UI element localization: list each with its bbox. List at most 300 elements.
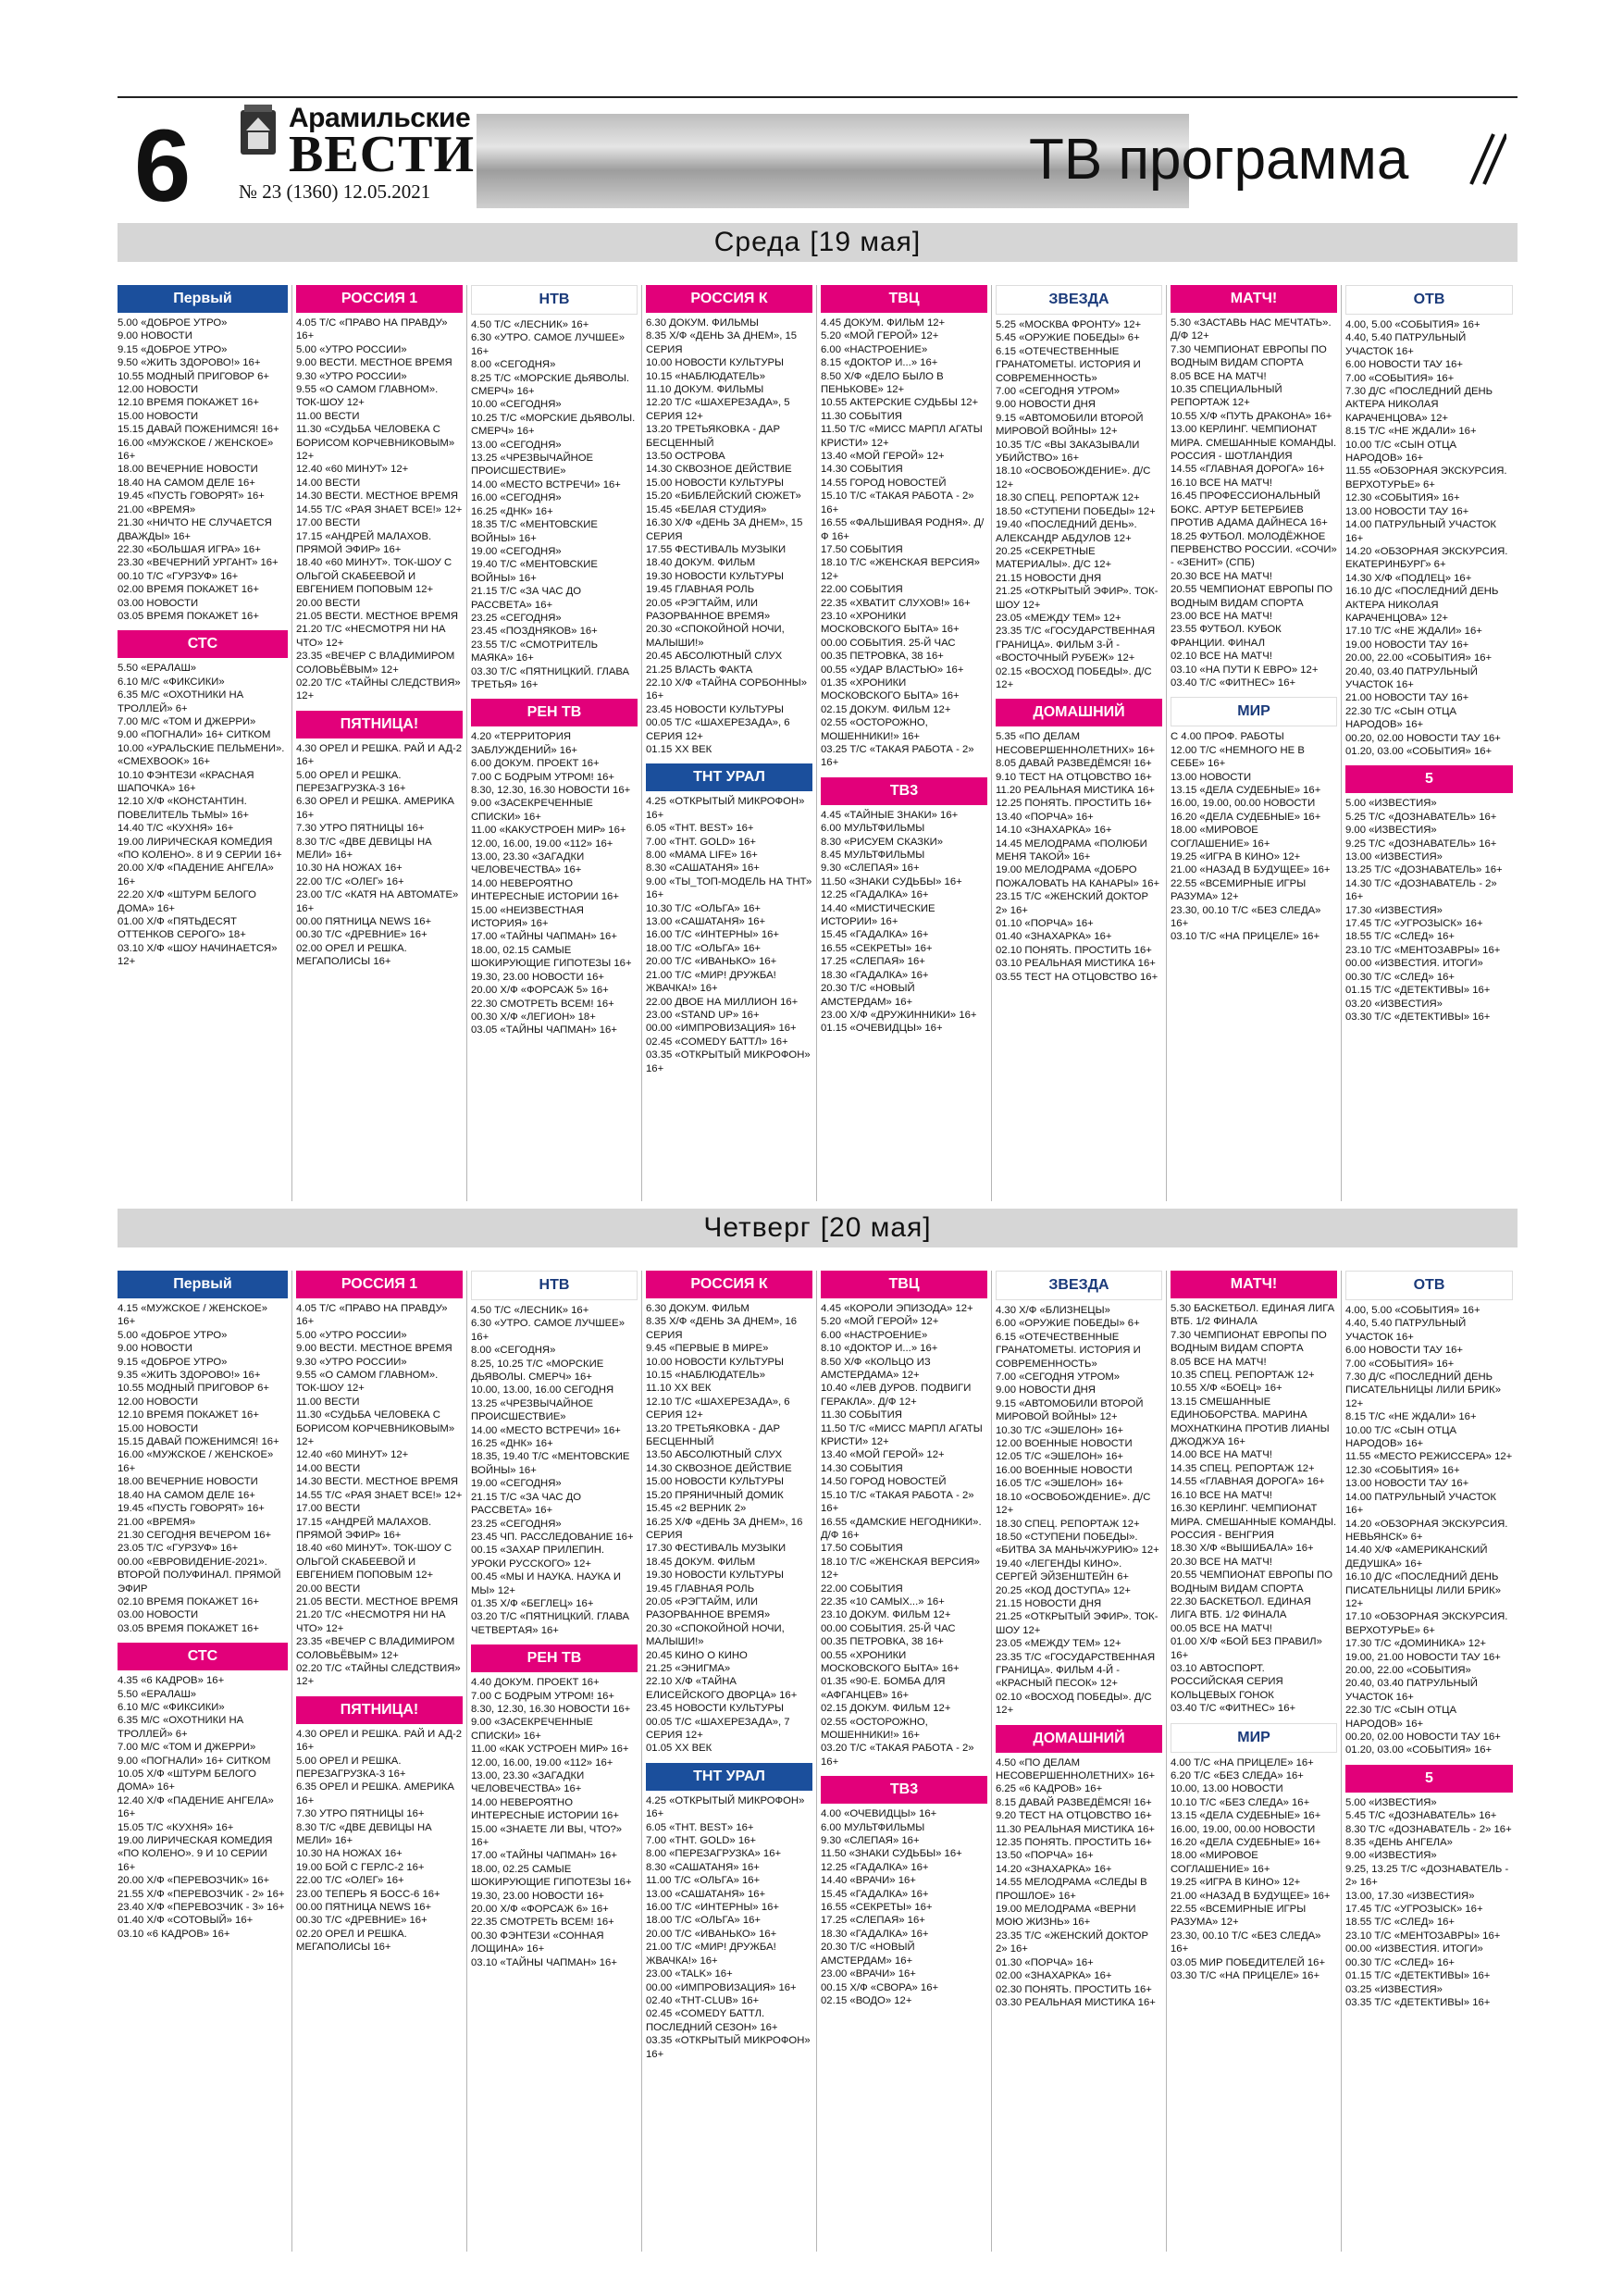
program-item: 19.30, 23.00 НОВОСТИ 16+ xyxy=(471,971,604,983)
program-list xyxy=(996,730,1162,984)
channel-logo: РОССИЯ 1 xyxy=(296,285,463,313)
program-item: 9.30 «УТРО РОССИИ» xyxy=(296,370,407,382)
program-item: 11.30 «СУДЬБА ЧЕЛОВЕКА С БОРИСОМ КОРЧЕВНИКОВЫМ» 12+ xyxy=(296,1409,455,1448)
program-item: 6.30 «УТРО. САМОЕ ЛУЧШЕЕ» 16+ xyxy=(471,1318,625,1343)
program-list xyxy=(471,1304,638,1637)
program-item: 02.20 ОРЕЛ И РЕШКА. МЕГАПОЛИСЫ 16+ xyxy=(296,1928,407,1954)
program-item: 4.40 ДОКУМ. ПРОЕКТ 16+ xyxy=(471,1677,600,1689)
program-item: 10.00, 13.00, 16.00 СЕГОДНЯ xyxy=(471,1384,614,1396)
channel-logo: РОССИЯ К xyxy=(646,1271,812,1298)
program-item: 16.00 ВОЕННЫЕ НОВОСТИ xyxy=(996,1464,1133,1476)
program-item: 16.25 «ДНК» 16+ xyxy=(471,505,553,517)
program-item: 21.05 ВЕСТИ. МЕСТНОЕ ВРЕМЯ xyxy=(296,1595,458,1607)
program-item: 4.35 «6 КАДРОВ» 16+ xyxy=(118,1675,225,1687)
program-item: 12.20 Т/С «ШАХЕРЕЗАДА», 5 СЕРИЯ 12+ xyxy=(646,397,790,422)
program-item: 8.00 «СЕГОДНЯ» xyxy=(471,359,556,371)
program-item: 4.30 Х/Ф «БЛИЗНЕЦЫ» xyxy=(996,1305,1110,1316)
program-item: 7.30 ЧЕМПИОНАТ ЕВРОПЫ ПО ВОДНЫМ ВИДАМ СПОРТА xyxy=(1171,343,1327,369)
program-item: 17.30 «ИЗВЕСТИЯ» xyxy=(1345,904,1443,916)
program-item: 14.55 МЕЛОДРАМА «СЛЕДЫ В ПРОШЛОЕ» 16+ xyxy=(996,1877,1147,1902)
program-item: 19.00 НОВОСТИ ТАУ 16+ xyxy=(1345,639,1469,651)
program-item: 7.00 «СОБЫТИЯ» 16+ xyxy=(1345,372,1455,384)
program-item: 02.40 «ТНТ-CLUB» 16+ xyxy=(646,1994,760,2006)
program-item: 00.45 «МЫ И НАУКА. НАУКА И МЫ» 12+ xyxy=(471,1571,622,1596)
program-item: 23.30, 00.10 Т/С «БЕЗ СЛЕДА» 16+ xyxy=(1171,904,1321,930)
channel-logo: СТС xyxy=(118,630,288,658)
program-item: 02.00 «ЗНАХАРКА» 16+ xyxy=(996,1970,1112,1982)
program-item: 8.35 «ДЕНЬ АНГЕЛА» xyxy=(1345,1837,1453,1849)
program-item: 8.00 «МАМА LIFE» 16+ xyxy=(646,850,758,862)
program-item: 19.45 ГЛАВНАЯ РОЛЬ xyxy=(646,584,755,596)
program-item: 14.00 НЕВЕРОЯТНО ИНТЕРЕСНЫЕ ИСТОРИИ 16+ xyxy=(471,1796,619,1822)
program-item: 14.00 ПАТРУЛЬНЫЙ УЧАСТОК 16+ xyxy=(1345,1491,1496,1517)
program-item: 8.50 Х/Ф «ДЕЛО БЫЛО В ПЕНЬКОВЕ» 12+ xyxy=(821,370,944,396)
program-item: 9.00 «ЗАСЕКРЕЧЕННЫЕ СПИСКИ» 16+ xyxy=(471,1717,593,1742)
program-item: 03.05 ВРЕМЯ ПОКАЖЕТ 16+ xyxy=(118,610,259,622)
program-item: 14.30 ВЕСТИ. МЕСТНОЕ ВРЕМЯ xyxy=(296,1476,458,1488)
program-item: 8.30 «САШАТАНЯ» 16+ xyxy=(646,1861,760,1873)
program-item: 4.00 «ОЧЕВИДЦЫ» 16+ xyxy=(821,1808,937,1820)
program-item: 16.00 Т/С «ИНТЕРНЫ» 16+ xyxy=(646,929,780,941)
channel-logo: МИР xyxy=(1171,697,1337,726)
program-item: 14.40 «ВРАЧИ» 16+ xyxy=(821,1875,916,1887)
program-item: 10.55 АКТЕРСКИЕ СУДЬБЫ 12+ xyxy=(821,397,979,409)
program-item: 18.25 ФУТБОЛ. МОЛОДЁЖНОЕ ПЕРВЕНСТВО РОССИИ. «СОЧИ» - «ЗЕНИТ» (СПБ) xyxy=(1171,530,1337,569)
program-item: 17.30 Т/С «ДОМИНИКА» 12+ xyxy=(1345,1638,1486,1650)
day-header xyxy=(118,1209,1518,1247)
program-item: 10.10 Т/С «БЕЗ СЛЕДА» 16+ xyxy=(1171,1796,1310,1808)
program-item: 15.00 НОВОСТИ xyxy=(118,410,199,422)
program-item: 13.40 «МОЙ ГЕРОЙ» 12+ xyxy=(821,1449,945,1461)
program-list xyxy=(471,730,638,1036)
program-item: 10.00 НОВОСТИ КУЛЬТУРЫ xyxy=(646,357,785,369)
program-item: 12.10 ВРЕМЯ ПОКАЖЕТ 16+ xyxy=(118,1409,259,1421)
program-item: 23.35 Т/С «ГОСУДАРСТВЕННАЯ ГРАНИЦА». ФИЛЬМ 4-Й - «КРАСНЫЙ ПЕСОК» 12+ xyxy=(996,1651,1156,1690)
program-item: 15.00 НОВОСТИ xyxy=(118,1422,199,1434)
program-item: 10.00, 13.00 НОВОСТИ xyxy=(1171,1783,1283,1795)
program-item: 11.00 ВЕСТИ xyxy=(296,410,360,422)
channel-logo: РЕН ТВ xyxy=(471,1644,638,1672)
program-item: 02.20 Т/С «ТАЙНЫ СЛЕДСТВИЯ» 12+ xyxy=(296,1662,461,1688)
channel-column xyxy=(817,285,992,1201)
channel-logo: ТВЦ xyxy=(821,285,987,313)
program-item: 5.50 «ЕРАЛАШ» xyxy=(118,1688,197,1700)
program-item: 23.10 «ХРОНИКИ МОСКОВСКОГО БЫТА» 16+ xyxy=(821,610,960,636)
program-item: 10.05 Х/Ф «ШТУРМ БЕЛОГО ДОМА» 16+ xyxy=(118,1769,256,1793)
program-item: 6.00 МУЛЬТФИЛЬМЫ xyxy=(821,1821,925,1833)
program-item: 4.50 «ПО ДЕЛАМ НЕСОВЕРШЕННОЛЕТНИХ» 16+ xyxy=(996,1756,1156,1781)
channel-logo: СТС xyxy=(118,1643,288,1670)
program-item: 23.45 НОВОСТИ КУЛЬТУРЫ xyxy=(646,703,785,715)
program-item: 03.25 Т/С «ТАКАЯ РАБОТА - 2» 16+ xyxy=(821,744,974,769)
program-item: 8.00 «СЕГОДНЯ» xyxy=(471,1345,556,1357)
program-item: 01.00 Х/Ф «ПЯТЬДЕСЯТ ОТТЕНКОВ СЕРОГО» 18+ xyxy=(118,916,246,941)
program-item: 14.20 «ОБЗОРНАЯ ЭКСКУРСИЯ. ЕКАТЕРИНБУРГ» 6+ xyxy=(1345,545,1508,571)
program-item: 17.50 СОБЫТИЯ xyxy=(821,543,903,555)
program-item: 19.00 ЛИРИЧЕСКАЯ КОМЕДИЯ «ПО КОЛЕНО». 9 И 10 СЕРИИ 16+ xyxy=(118,1835,273,1873)
program-item: 22.30 СМОТРЕТЬ ВСЕМ! 16+ xyxy=(471,998,614,1010)
program-item: 10.55 Х/Ф «ПУТЬ ДРАКОНА» 16+ xyxy=(1171,410,1332,422)
program-item: 00.05 ВСЕ НА МАТЧ! xyxy=(1171,1622,1272,1634)
program-item: 4.20 «ТЕРРИТОРИЯ ЗАБЛУЖДЕНИЙ» 16+ xyxy=(471,731,577,756)
program-item: 00.35 ПЕТРОВКА, 38 16+ xyxy=(821,1636,944,1648)
program-item: 20.30 «СПОКОЙНОЙ НОЧИ, МАЛЫШИ!» xyxy=(646,1622,785,1648)
program-item: 4.30 ОРЕЛ И РЕШКА. РАЙ И АД-2 16+ xyxy=(296,742,463,768)
program-item: 19.30 НОВОСТИ КУЛЬТУРЫ xyxy=(646,570,785,582)
program-item: 01.40 «ЗНАХАРКА» 16+ xyxy=(996,931,1112,943)
program-item: 6.35 М/С «ОХОТНИКИ НА ТРОЛЛЕЙ» 6+ xyxy=(118,1715,244,1740)
program-item: 16.05 Т/С «ЭШЕЛОН» 16+ xyxy=(996,1478,1123,1490)
program-item: 8.30 Т/С «ДВЕ ДЕВИЦЫ НА МЕЛИ» 16+ xyxy=(296,836,432,862)
program-item: 21.00 НОВОСТИ ТАУ 16+ xyxy=(1345,692,1469,704)
channel-logo: ОТВ xyxy=(1345,285,1513,315)
program-item: 01.00 Х/Ф «БОЙ БЕЗ ПРАВИЛ» 16+ xyxy=(1171,1636,1322,1661)
program-item: 18.40 НА САМОМ ДЕЛЕ 16+ xyxy=(118,1489,255,1501)
day-name: Четверг xyxy=(703,1212,812,1243)
program-item: 16.00, 19.00, 00.00 НОВОСТИ xyxy=(1171,798,1316,810)
program-item: 10.15 «НАБЛЮДАТЕЛЬ» xyxy=(646,370,765,382)
program-item: 16.55 «ФАЛЬШИВАЯ РОДНЯ». Д/Ф 16+ xyxy=(821,517,985,542)
program-item: 16.55 «ДАМСКИЕ НЕГОДНИКИ». Д/Ф 16+ xyxy=(821,1516,982,1541)
program-item: 21.05 ВЕСТИ. МЕСТНОЕ ВРЕМЯ xyxy=(296,610,458,622)
program-item: 14.00 ВСЕ НА МАТЧ! xyxy=(1171,1449,1272,1461)
program-item: 8.25, 10.25 Т/С «МОРСКИЕ ДЬЯВОЛЫ. СМЕРЧ» 16+ xyxy=(471,1358,604,1384)
program-item: 22.30 БАСКЕТБОЛ. ЕДИНАЯ ЛИГА ВТБ. 1/2 ФИНАЛА xyxy=(1171,1595,1311,1621)
program-item: 19.00 ЛИРИЧЕСКАЯ КОМЕДИЯ «ПО КОЛЕНО». 8 И 9 СЕРИИ 16+ xyxy=(118,836,282,862)
program-item: 23.45 ЧП. РАССЛЕДОВАНИЕ 16+ xyxy=(471,1531,634,1543)
program-item: 18.10 Т/С «ЖЕНСКАЯ ВЕРСИЯ» 12+ xyxy=(821,557,980,582)
program-item: 13.25 «ЧРЕЗВЫЧАЙНОЕ ПРОИСШЕСТВИЕ» xyxy=(471,1397,594,1423)
program-item: 01.05 XX ВЕК xyxy=(646,1743,712,1755)
program-item: 12.25 ПОНЯТЬ. ПРОСТИТЬ 16+ xyxy=(996,798,1152,810)
program-item: 23.35 Т/С «ЖЕНСКИЙ ДОКТОР 2» 16+ xyxy=(996,1930,1149,1955)
program-item: 6.00 «НАСТРОЕНИЕ» xyxy=(821,343,928,355)
program-item: 20.45 КИНО О КИНО xyxy=(646,1649,748,1661)
program-item: 02.00 ОРЕЛ И РЕШКА. МЕГАПОЛИСЫ 16+ xyxy=(296,942,407,968)
channel-logo: МИР xyxy=(1171,1723,1337,1753)
channel-logo: ТВ3 xyxy=(821,1776,987,1804)
program-item: 10.00 Т/С «СЫН ОТЦА НАРОДОВ» 16+ xyxy=(1345,1424,1457,1450)
program-item: 6.20 Т/С «БЕЗ СЛЕДА» 16+ xyxy=(1171,1770,1304,1781)
program-item: 03.00 НОВОСТИ xyxy=(118,1609,199,1621)
program-item: 8.15 Т/С «НЕ ЖДАЛИ» 16+ xyxy=(1345,1411,1477,1423)
program-item: 6.30 ДОКУМ. ФИЛЬМЫ xyxy=(646,317,759,329)
program-item: 9.20 ТЕСТ НА ОТЦОВСТВО 16+ xyxy=(996,1810,1152,1822)
program-item: 7.00 М/С «ТОМ И ДЖЕРРИ» xyxy=(118,715,256,727)
program-item: 9.00 «ТЫ_ТОП-МОДЕЛЬ НА ТНТ» 16+ xyxy=(646,875,812,901)
channel-column xyxy=(292,285,467,1201)
program-item: 16.10 Д/С «ПОСЛЕДНИЙ ДЕНЬ АКТЕРА НИКОЛАЯ КАРАЧЕНЦОВА» 12+ xyxy=(1345,586,1499,624)
program-item: 21.00 «ВРЕМЯ» xyxy=(118,503,196,515)
program-item: 14.55 Т/С «РАЯ ЗНАЕТ ВСЕ!» 12+ xyxy=(296,1489,463,1501)
program-item: 15.45 «БЕЛАЯ СТУДИЯ» xyxy=(646,503,767,515)
channel-column xyxy=(992,1271,1167,2252)
program-item: 03.10 «6 КАДРОВ» 16+ xyxy=(118,1928,230,1940)
program-item: 01.10 «ПОРЧА» 16+ xyxy=(996,918,1094,930)
program-item: 00.00 «ИМПРОВИЗАЦИЯ» 16+ xyxy=(646,1981,797,1993)
program-item: 23.35 «ВЕЧЕР С ВЛАДИМИРОМ СОЛОВЬЁВЫМ» 12+ xyxy=(296,1636,455,1661)
program-item: 9.00 НОВОСТИ ДНЯ xyxy=(996,1384,1096,1396)
program-item: 22.00 Т/С «ОЛЕГ» 16+ xyxy=(296,1875,404,1887)
program-item: 8.15 ДАВАЙ РАЗВЕДЁМСЯ! 16+ xyxy=(996,1796,1152,1808)
program-item: 17.00 ВЕСТИ xyxy=(296,517,361,529)
program-item: 11.50 «ЗНАКИ СУДЬБЫ» 16+ xyxy=(821,875,962,887)
program-list xyxy=(1171,1756,1337,1983)
program-item: 7.00 «СОБЫТИЯ» 16+ xyxy=(1345,1358,1455,1370)
channel-logo: НТВ xyxy=(471,285,638,315)
program-item: 5.00 «УТРО РОССИИ» xyxy=(296,1329,407,1341)
program-item: 01.35 «90-Е. БОМБА ДЛЯ «АФГАНЦЕВ» 16+ xyxy=(821,1676,946,1701)
program-item: 19.45 ГЛАВНАЯ РОЛЬ xyxy=(646,1582,755,1595)
program-item: 18.30 СПЕЦ. РЕПОРТАЖ 12+ xyxy=(996,492,1140,504)
masthead xyxy=(0,97,1623,223)
program-item: 02.10 ВРЕМЯ ПОКАЖЕТ 16+ xyxy=(118,1595,259,1607)
program-item: 22.35 «10 САМЫХ...» 16+ xyxy=(821,1595,945,1607)
program-item: 4.25 «ОТКРЫТЫЙ МИКРОФОН» 16+ xyxy=(646,796,805,821)
channel-logo: ПЯТНИЦА! xyxy=(296,1696,463,1724)
program-item: 14.30 СОБЫТИЯ xyxy=(821,1462,903,1474)
program-item: 03.25 «ИЗВЕСТИЯ» xyxy=(1345,1983,1443,1995)
program-item: 9.30 «УТРО РОССИИ» xyxy=(296,1356,407,1368)
program-item: 8.25 Т/С «МОРСКИЕ ДЬЯВОЛЫ. СМЕРЧ» 16+ xyxy=(471,372,629,398)
program-item: 00.55 «ХРОНИКИ МОСКОВСКОГО БЫТА» 16+ xyxy=(821,1649,960,1674)
program-item: 19.00 МЕЛОДРАМА «ДОБРО ПОЖАЛОВАТЬ НА КАНАРЫ» 16+ xyxy=(996,864,1160,889)
program-item: 7.00 С БОДРЫМ УТРОМ! 16+ xyxy=(471,771,614,783)
city-emblem-icon xyxy=(239,103,278,164)
program-item: 18.35, 19.40 Т/С «МЕНТОВСКИЕ ВОЙНЫ» 16+ xyxy=(471,1451,630,1476)
program-item: 5.00 «ИЗВЕСТИЯ» xyxy=(1345,798,1437,810)
program-item: 11.30 РЕАЛЬНАЯ МИСТИКА 16+ xyxy=(996,1823,1155,1835)
channel-logo: ДОМАШНИЙ xyxy=(996,1725,1162,1753)
program-item: 03.00 НОВОСТИ xyxy=(118,597,199,609)
program-item: 16.10 Д/С «ПОСЛЕДНИЙ ДЕНЬ ПИСАТЕЛЬНИЦЫ ЛИЛИ БРИК» 12+ xyxy=(1345,1571,1501,1609)
program-item: 7.30 ЧЕМПИОНАТ ЕВРОПЫ ПО ВОДНЫМ ВИДАМ СПОРТА xyxy=(1171,1329,1327,1355)
program-item: 12.00 НОВОСТИ xyxy=(118,1396,199,1408)
program-item: 4.45 «ТАЙНЫЕ ЗНАКИ» 16+ xyxy=(821,809,959,821)
program-item: 17.00 «ТАЙНЫ ЧАПМАН» 16+ xyxy=(471,1850,617,1862)
program-item: 18.10 «ОСВОБОЖДЕНИЕ». Д/С 12+ xyxy=(996,465,1151,490)
program-item: С 4.00 ПРОФ. РАБОТЫ xyxy=(1171,731,1284,743)
program-item: 03.35 «ОТКРЫТЫЙ МИКРОФОН» 16+ xyxy=(646,2035,811,2060)
program-item: 4.40, 5.40 ПАТРУЛЬНЫЙ УЧАСТОК 16+ xyxy=(1345,1318,1467,1343)
program-item: 4.05 Т/С «ПРАВО НА ПРАВДУ» 16+ xyxy=(296,1303,448,1328)
program-item: 22.10 Х/Ф «ТАЙНА СОРБОННЫ» 16+ xyxy=(646,676,808,702)
program-list xyxy=(821,809,987,1036)
program-item: 00.30 Х/Ф «ЛЕГИОН» 18+ xyxy=(471,1011,596,1023)
program-item: 13.00, 23.30 «ЗАГАДКИ ЧЕЛОВЕЧЕСТВА» 16+ xyxy=(471,1770,585,1795)
program-item: 6.25 «6 КАДРОВ» 16+ xyxy=(996,1783,1103,1795)
channel-logo: Первый xyxy=(118,285,288,313)
program-item: 21.00 «ВРЕМЯ» xyxy=(118,1516,196,1528)
program-item: 00.00 «ИЗВЕСТИЯ. ИТОГИ» xyxy=(1345,958,1483,970)
program-item: 5.45 Т/С «ДОЗНАВАТЕЛЬ» 16+ xyxy=(1345,1810,1497,1822)
program-item: 12.00 Т/С «НЕМНОГО НЕ В СЕБЕ» 16+ xyxy=(1171,744,1305,770)
program-item: 03.55 ТЕСТ НА ОТЦОВСТВО 16+ xyxy=(996,971,1158,983)
program-item: 02.15 «ВОДО» 12+ xyxy=(821,1994,912,2006)
program-item: 7.30 УТРО ПЯТНИЦЫ 16+ xyxy=(296,823,425,835)
program-item: 03.30 РЕАЛЬНАЯ МИСТИКА 16+ xyxy=(996,1996,1156,2008)
program-item: 19.40 «ПОСЛЕДНИЙ ДЕНЬ». АЛЕКСАНДР АБДУЛОВ 12+ xyxy=(996,519,1137,544)
program-item: 7.00 «ТНТ. GOLD» 16+ xyxy=(646,1835,756,1847)
program-item: 13.00 «САШАТАНЯ» 16+ xyxy=(646,1888,766,1900)
program-item: 10.55 МОДНЫЙ ПРИГОВОР 6+ xyxy=(118,370,269,382)
program-item: 16.30 КЕРЛИНГ. ЧЕМПИОНАТ МИРА. СМЕШАННЫЕ КОМАНДЫ. РОССИЯ - ВЕНГРИЯ xyxy=(1171,1503,1337,1541)
program-item: 01.15 XX ВЕК xyxy=(646,744,712,755)
program-item: 8.30 «САШАТАНЯ» 16+ xyxy=(646,863,760,875)
program-item: 15.00 НОВОСТИ КУЛЬТУРЫ xyxy=(646,477,785,489)
program-item: 01.35 «ХРОНИКИ МОСКОВСКОГО БЫТА» 16+ xyxy=(821,676,960,702)
program-item: 5.20 «МОЙ ГЕРОЙ» 12+ xyxy=(821,1316,939,1328)
program-item: 21.30 СЕГОДНЯ ВЕЧЕРОМ 16+ xyxy=(118,1529,272,1541)
program-item: 18.00 «МИРОВОЕ СОГЛАШЕНИЕ» 16+ xyxy=(1171,825,1270,850)
channel-logo: ПЯТНИЦА! xyxy=(296,711,463,738)
program-item: 02.10 ВСЕ НА МАТЧ! xyxy=(1171,651,1272,663)
program-item: 19.30, 23.00 НОВОСТИ 16+ xyxy=(471,1890,604,1902)
program-item: 14.10 «ЗНАХАРКА» 16+ xyxy=(996,825,1112,837)
program-item: 13.50 ОСТРОВА xyxy=(646,451,725,463)
program-item: 03.05 ВРЕМЯ ПОКАЖЕТ 16+ xyxy=(118,1622,259,1634)
channel-logo: ЗВЕЗДА xyxy=(996,285,1162,315)
program-item: 4.00 Т/С «НА ПРИЦЕЛЕ» 16+ xyxy=(1171,1756,1314,1769)
program-item: 13.20 ТРЕТЬЯКОВКА - ДАР БЕСЦЕННЫЙ xyxy=(646,424,780,449)
program-item: 11.50 Т/С «МИСС МАРПЛ АГАТЫ КРИСТИ» 12+ xyxy=(821,1422,983,1448)
program-item: 22.30 «БОЛЬШАЯ ИГРА» 16+ xyxy=(118,543,261,555)
program-item: 21.20 Т/С «НЕСМОТРЯ НИ НА ЧТО» 12+ xyxy=(296,1609,446,1634)
program-item: 12.40 «60 МИНУТ» 12+ xyxy=(296,464,409,476)
program-item: 00.05 Т/С «ШАХЕРЕЗАДА», 7 СЕРИЯ 12+ xyxy=(646,1716,790,1741)
program-item: 16.00 «МУЖСКОЕ / ЖЕНСКОЕ» 16+ xyxy=(118,437,274,463)
program-item: 18.55 Т/С «СЛЕД» 16+ xyxy=(1345,1917,1455,1929)
program-item: 12.00, 16.00, 19.00 «112» 16+ xyxy=(471,1756,613,1769)
program-item: 22.00 СОБЫТИЯ xyxy=(821,584,903,596)
program-item: 12.00 НОВОСТИ xyxy=(118,384,199,396)
program-item: 00.30 Т/С «ДРЕВНИЕ» 16+ xyxy=(296,1915,427,1927)
program-list xyxy=(296,742,463,969)
program-item: 17.15 «АНДРЕЙ МАЛАХОВ. ПРЯМОЙ ЭФИР» 16+ xyxy=(296,1516,432,1541)
program-list xyxy=(646,795,812,1075)
program-item: 20.05 «РЭГТАЙМ, ИЛИ РАЗОРВАННОЕ ВРЕМЯ» xyxy=(646,597,771,622)
program-item: 13.00 «ИЗВЕСТИЯ» xyxy=(1345,851,1443,863)
program-list xyxy=(996,1756,1162,2010)
program-item: 16.10 ВСЕ НА МАТЧ! xyxy=(1171,1489,1272,1501)
program-item: 21.15 Т/С «ЗА ЧАС ДО РАССВЕТА» 16+ xyxy=(471,1491,582,1517)
program-item: 20.45 АБСОЛЮТНЫЙ СЛУХ xyxy=(646,651,783,663)
program-item: 15.00 НОВОСТИ КУЛЬТУРЫ xyxy=(646,1476,785,1488)
program-item: 10.10 ФЭНТЕЗИ «КРАСНАЯ ШАПОЧКА» 16+ xyxy=(118,769,254,794)
channel-logo: 5 xyxy=(1345,765,1513,793)
program-item: 20.25 «КОД ДОСТУПА» 12+ xyxy=(996,1584,1132,1596)
program-item: 22.10 Х/Ф «ТАЙНА ЕЛИСЕЙСКОГО ДВОРЦА» 16+ xyxy=(646,1676,798,1701)
program-item: 23.10 ДОКУМ. ФИЛЬМ 12+ xyxy=(821,1609,951,1621)
program-item: 22.35 СМОТРЕТЬ ВСЕМ! 16+ xyxy=(471,1917,614,1929)
program-item: 12.10 Х/Ф «КОНСТАНТИН. ПОВЕЛИТЕЛЬ ТЬМЫ» 16+ xyxy=(118,796,249,821)
program-item: 00.00 ПЯТНИЦА NEWS 16+ xyxy=(296,916,432,928)
program-item: 6.10 М/С «ФИКСИКИ» xyxy=(118,676,225,688)
program-item: 6.10 М/С «ФИКСИКИ» xyxy=(118,1701,225,1713)
program-item: 7.00 «СЕГОДНЯ УТРОМ» xyxy=(996,386,1121,398)
program-item: 02.10 ПОНЯТЬ. ПРОСТИТЬ 16+ xyxy=(996,944,1152,956)
program-item: 8.10 «ДОКТОР И...» 16+ xyxy=(821,1343,938,1355)
program-item: 8.05 ДАВАЙ РАЗВЕДЁМСЯ! 16+ xyxy=(996,758,1152,770)
program-item: 16.25 Х/Ф «ДЕНЬ ЗА ДНЕМ», 16 СЕРИЯ xyxy=(646,1516,803,1541)
program-item: 19.40 «ЛЕГЕНДЫ КИНО». СЕРГЕЙ ЭЙЗЕНШТЕЙН 6+ xyxy=(996,1558,1129,1583)
program-item: 17.50 СОБЫТИЯ xyxy=(821,1543,903,1555)
program-item: 4.05 Т/С «ПРАВО НА ПРАВДУ» 16+ xyxy=(296,317,448,342)
channel-column xyxy=(642,1271,817,2252)
program-item: 23.00 Т/С «КАТЯ НА АВТОМАТЕ» 16+ xyxy=(296,889,459,914)
program-item: 14.40 «МИСТИЧЕСКИЕ ИСТОРИИ» 16+ xyxy=(821,902,935,928)
program-item: 6.35 ОРЕЛ И РЕШКА. АМЕРИКА 16+ xyxy=(296,1781,454,1806)
program-item: 10.30 Т/С «ОЛЬГА» 16+ xyxy=(646,902,761,914)
program-item: 5.00 «ДОБРОЕ УТРО» xyxy=(118,317,228,329)
program-item: 10.40 «ЛЕВ ДУРОВ. ПОДВИГИ ГЕРАКЛА». Д/Ф 12+ xyxy=(821,1383,972,1408)
program-item: 4.30 ОРЕЛ И РЕШКА. РАЙ И АД-2 16+ xyxy=(296,1728,463,1754)
program-item: 02.15 «ВОСХОД ПОБЕДЫ». Д/С 12+ xyxy=(996,665,1152,690)
program-item: 5.25 «МОСКВА ФРОНТУ» 12+ xyxy=(996,319,1142,330)
program-item: 22.30 Т/С «СЫН ОТЦА НАРОДОВ» 16+ xyxy=(1345,705,1457,731)
channel-logo: РЕН ТВ xyxy=(471,699,638,726)
program-item: 23.00 «ВРАЧИ» 16+ xyxy=(821,1968,916,1980)
program-item: 9.45 «ПЕРВЫЕ В МИРЕ» xyxy=(646,1343,769,1355)
program-item: 00.35 ПЕТРОВКА, 38 16+ xyxy=(821,651,944,663)
program-item: 03.20 «ИЗВЕСТИЯ» xyxy=(1345,998,1443,1010)
program-item: 23.00 Х/Ф «ДРУЖИННИКИ» 16+ xyxy=(821,1009,977,1021)
program-item: 00.30 Т/С «СЛЕД» 16+ xyxy=(1345,971,1455,983)
program-item: 9.00 «ИЗВЕСТИЯ» xyxy=(1345,1850,1437,1862)
program-item: 18.40 ДОКУМ. ФИЛЬМ xyxy=(646,557,756,569)
program-item: 00.15 «ЗАХАР ПРИЛЕПИН. УРОКИ РУССКОГО» 12+ xyxy=(471,1545,605,1570)
program-item: 19.00 БОЙ С ГЕРЛС-2 16+ xyxy=(296,1861,425,1873)
program-item: 10.35 СПЕЦИАЛЬНЫЙ РЕПОРТАЖ 12+ xyxy=(1171,384,1282,409)
program-item: 19.45 «ПУСТЬ ГОВОРЯТ» 16+ xyxy=(118,490,265,503)
program-item: 9.00 ВЕСТИ. МЕСТНОЕ ВРЕМЯ xyxy=(296,1343,452,1355)
program-item: 03.05 МИР ПОБЕДИТЕЛЕЙ 16+ xyxy=(1171,1956,1326,1968)
program-item: 13.15 СМЕШАННЫЕ ЕДИНОБОРСТВА. МАРИНА МОХНАТКИНА ПРОТИВ ЛИАНЫ ДЖОДЖУА 16+ xyxy=(1171,1396,1330,1448)
program-item: 02.00 ВРЕМЯ ПОКАЖЕТ 16+ xyxy=(118,584,259,596)
program-item: 9.00 НОВОСТИ xyxy=(118,330,192,342)
program-item: 5.30 «ЗАСТАВЬ НАС МЕЧТАТЬ». Д/Ф 12+ xyxy=(1171,317,1332,342)
program-item: 9.35 «ЖИТЬ ЗДОРОВО!» 16+ xyxy=(118,1370,261,1382)
program-item: 00.00 «ИЗВЕСТИЯ. ИТОГИ» xyxy=(1345,1943,1483,1955)
program-item: 9.25, 13.25 Т/С «ДОЗНАВАТЕЛЬ - 2» 16+ xyxy=(1345,1863,1509,1889)
program-item: 10.15 «НАБЛЮДАТЕЛЬ» xyxy=(646,1370,765,1382)
program-item: 14.20 «ОБЗОРНАЯ ЭКСКУРСИЯ. НЕВЬЯНСК» 6+ xyxy=(1345,1518,1508,1543)
program-item: 21.25 «ОТКРЫТЫЙ ЭФИР». ТОК-ШОУ 12+ xyxy=(996,586,1158,611)
program-item: 6.00 МУЛЬТФИЛЬМЫ xyxy=(821,823,925,835)
program-item: 8.15 Т/С «НЕ ЖДАЛИ» 16+ xyxy=(1345,426,1477,438)
program-item: 5.35 «ПО ДЕЛАМ НЕСОВЕРШЕННОЛЕТНИХ» 16+ xyxy=(996,731,1156,756)
program-item: 7.30 Д/С «ПОСЛЕДНИЙ ДЕНЬ ПИСАТЕЛЬНИЦЫ ЛИЛИ БРИК» 12+ xyxy=(1345,1371,1501,1409)
program-item: 8.30 «РИСУЕМ СКАЗКИ» xyxy=(821,836,944,848)
program-item: 8.00 «ПЕРЕЗАГРУЗКА» 16+ xyxy=(646,1848,782,1860)
program-item: 14.35 СПЕЦ. РЕПОРТАЖ 12+ xyxy=(1171,1462,1315,1474)
program-item: 23.10 Т/С «МЕНТОЗАВРЫ» 16+ xyxy=(1345,1930,1501,1942)
program-item: 19.25 «ИГРА В КИНО» 12+ xyxy=(1171,851,1301,863)
program-item: 22.00 Т/С «ОЛЕГ» 16+ xyxy=(296,875,404,887)
program-item: 9.00 ВЕСТИ. МЕСТНОЕ ВРЕМЯ xyxy=(296,357,452,369)
program-list xyxy=(1345,1796,1513,2010)
program-item: 23.00 «TALK» 16+ xyxy=(646,1968,733,1980)
program-item: 22.55 «ВСЕМИРНЫЕ ИГРЫ РАЗУМА» 12+ xyxy=(1171,1904,1307,1929)
program-list xyxy=(471,1676,638,1969)
program-item: 21.25 «ЭНИГМА» xyxy=(646,1662,731,1674)
program-item: 18.00 ВЕЧЕРНИЕ НОВОСТИ xyxy=(118,464,258,476)
program-item: 14.00 «МЕСТО ВСТРЕЧИ» 16+ xyxy=(471,1424,621,1436)
program-item: 9.15 «АВТОМОБИЛИ ВТОРОЙ МИРОВОЙ ВОЙНЫ» 12+ xyxy=(996,1397,1144,1423)
program-item: 23.40 Х/Ф «ПЕРЕВОЗЧИК - 3» 16+ xyxy=(118,1902,285,1914)
program-item: 20.00 Х/Ф «ПАДЕНИЕ АНГЕЛА» 16+ xyxy=(118,863,274,887)
program-item: 13.15 «ДЕЛА СУДЕБНЫЕ» 16+ xyxy=(1171,1810,1321,1822)
